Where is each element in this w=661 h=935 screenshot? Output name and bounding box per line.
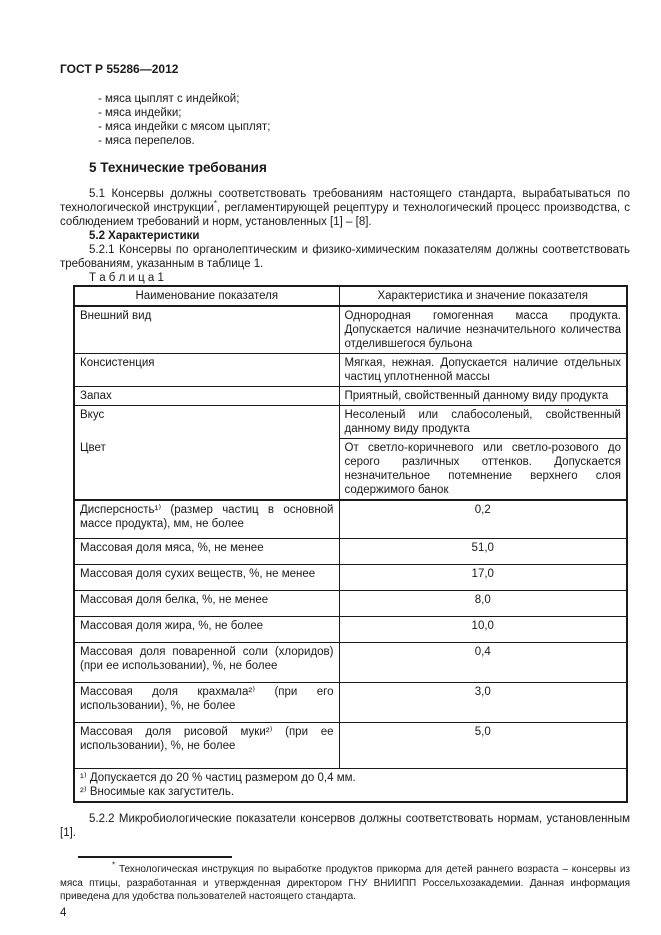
heading-5-2: 5.2 Характеристики xyxy=(89,230,200,242)
row-value-cell: 17,0 xyxy=(339,564,627,590)
table-footnotes-cell xyxy=(74,768,627,802)
footnote-asterisk-marker: * xyxy=(112,860,116,870)
table-footnotes-row xyxy=(74,768,627,802)
table-header-row xyxy=(74,286,627,306)
table-row xyxy=(74,682,627,722)
table-footnote-2: ²⁾ Вносимые как загуститель. xyxy=(80,785,235,798)
row-name-cell: Запах xyxy=(74,387,339,406)
doc-header: ГОСТ Р 55286—2012 xyxy=(60,62,179,76)
para-5-2-1: 5.2.1 Консервы по органолептическим и физико-химическим показателям должны соответствовать требованиям, указанным в таблице 1. xyxy=(60,244,630,270)
para-5-1-text: , регламентирующей рецептуру и технологический процесс производства, с соблюдением требований и норм, установленных [1] – [8]. xyxy=(60,202,630,228)
row-name-cell: Массовая доля мяса, %, не менее xyxy=(74,538,339,564)
row-name-cell: Массовая доля крахмала²⁾ (при его использовании), %, не более xyxy=(74,682,339,722)
para-5-1-text: 5.1 Консервы должны соответствовать требованиям настоящего стандарта, вырабатываться по технологической инструкции xyxy=(60,188,630,214)
table-row xyxy=(74,406,627,439)
intro-list xyxy=(98,92,630,148)
table-row xyxy=(74,387,627,406)
list-item: - мяса индейки с мясом цыплят; xyxy=(98,121,271,133)
table-footnote-1: ¹⁾ Допускается до 20 % частиц размером до 0,4 мм. xyxy=(80,771,356,784)
footnote-body: Технологическая инструкция по выработке продуктов прикорма для детей раннего возраста – консервы из мяса птицы, разработанная и утвержденная директором ГНУ ВНИИПП Россельхозакадемии. Данная информация приведена для удобства пользователей настоящего стандарта. xyxy=(60,864,630,902)
row-value-cell: 0,4 xyxy=(339,642,627,682)
row-value-cell: Однородная гомогенная масса продукта. Допускается наличие незначительного количества отделившегося бульона xyxy=(339,306,627,354)
row-name-cell: Массовая доля сухих веществ, %, не менее xyxy=(74,564,339,590)
row-name-cell: Массовая доля белка, %, не менее xyxy=(74,590,339,616)
row-value-cell: От светло-коричневого или светло-розового до серого различных оттенков. Допускается незначительное потемнение верхнего слоя содержимого банок xyxy=(339,439,627,501)
para-5-1 xyxy=(60,187,630,229)
list-item: - мяса индейки; xyxy=(98,107,182,119)
row-value-cell: 10,0 xyxy=(339,616,627,642)
table-row xyxy=(74,538,627,564)
column-header-value: Характеристика и значение показателя xyxy=(339,286,627,306)
row-name-cell: Массовая доля рисовой муки²⁾ (при ее использовании), %, не более xyxy=(74,722,339,768)
table-1-label: Т а б л и ц а 1 xyxy=(89,272,164,284)
row-name-cell: Цвет xyxy=(74,439,339,501)
table-row xyxy=(74,354,627,387)
row-name-cell: Массовая доля поваренной соли (хлоридов) (при ее использовании), %, не более xyxy=(74,642,339,682)
row-value-cell: Мягкая, нежная. Допускается наличие отдельных частиц уплотненной массы xyxy=(339,354,627,387)
row-value-cell: Несоленый или слабосоленый, свойственный данному виду продукта xyxy=(339,406,627,439)
table-1 xyxy=(73,285,628,803)
row-name-cell: Внешний вид xyxy=(74,306,339,354)
footnote-separator-rule xyxy=(78,856,232,858)
page-number: 4 xyxy=(60,906,67,919)
row-name-cell: Консистенция xyxy=(74,354,339,387)
column-header-name: Наименование показателя xyxy=(74,286,339,306)
row-value-cell: 0,2 xyxy=(339,500,627,538)
table-row xyxy=(74,439,627,501)
row-value-cell: Приятный, свойственный данному виду продукта xyxy=(339,387,627,406)
row-value-cell: 5,0 xyxy=(339,722,627,768)
list-item: - мяса перепелов. xyxy=(98,135,195,147)
row-name-cell: Дисперсность¹⁾ (размер частиц в основной массе продукта), мм, не более xyxy=(74,500,339,538)
section-heading: 5 Технические требования xyxy=(89,160,267,175)
footnote-text xyxy=(60,860,630,904)
table-row xyxy=(74,500,627,538)
row-name-cell: Массовая доля жира, %, не более xyxy=(74,616,339,642)
table-row xyxy=(74,616,627,642)
footnote-asterisk-ref: * xyxy=(213,199,218,209)
list-item: - мяса цыплят с индейкой; xyxy=(98,93,240,105)
para-5-2-2: 5.2.2 Микробиологические показатели консервов должны соответствовать нормам, установленным [1]. xyxy=(60,813,630,839)
row-value-cell: 51,0 xyxy=(339,538,627,564)
row-value-cell: 8,0 xyxy=(339,590,627,616)
row-name-cell: Вкус xyxy=(74,406,339,439)
table-row xyxy=(74,306,627,354)
row-value-cell: 3,0 xyxy=(339,682,627,722)
table-row xyxy=(74,642,627,682)
table-row xyxy=(74,564,627,590)
table-row xyxy=(74,590,627,616)
table-row xyxy=(74,722,627,768)
